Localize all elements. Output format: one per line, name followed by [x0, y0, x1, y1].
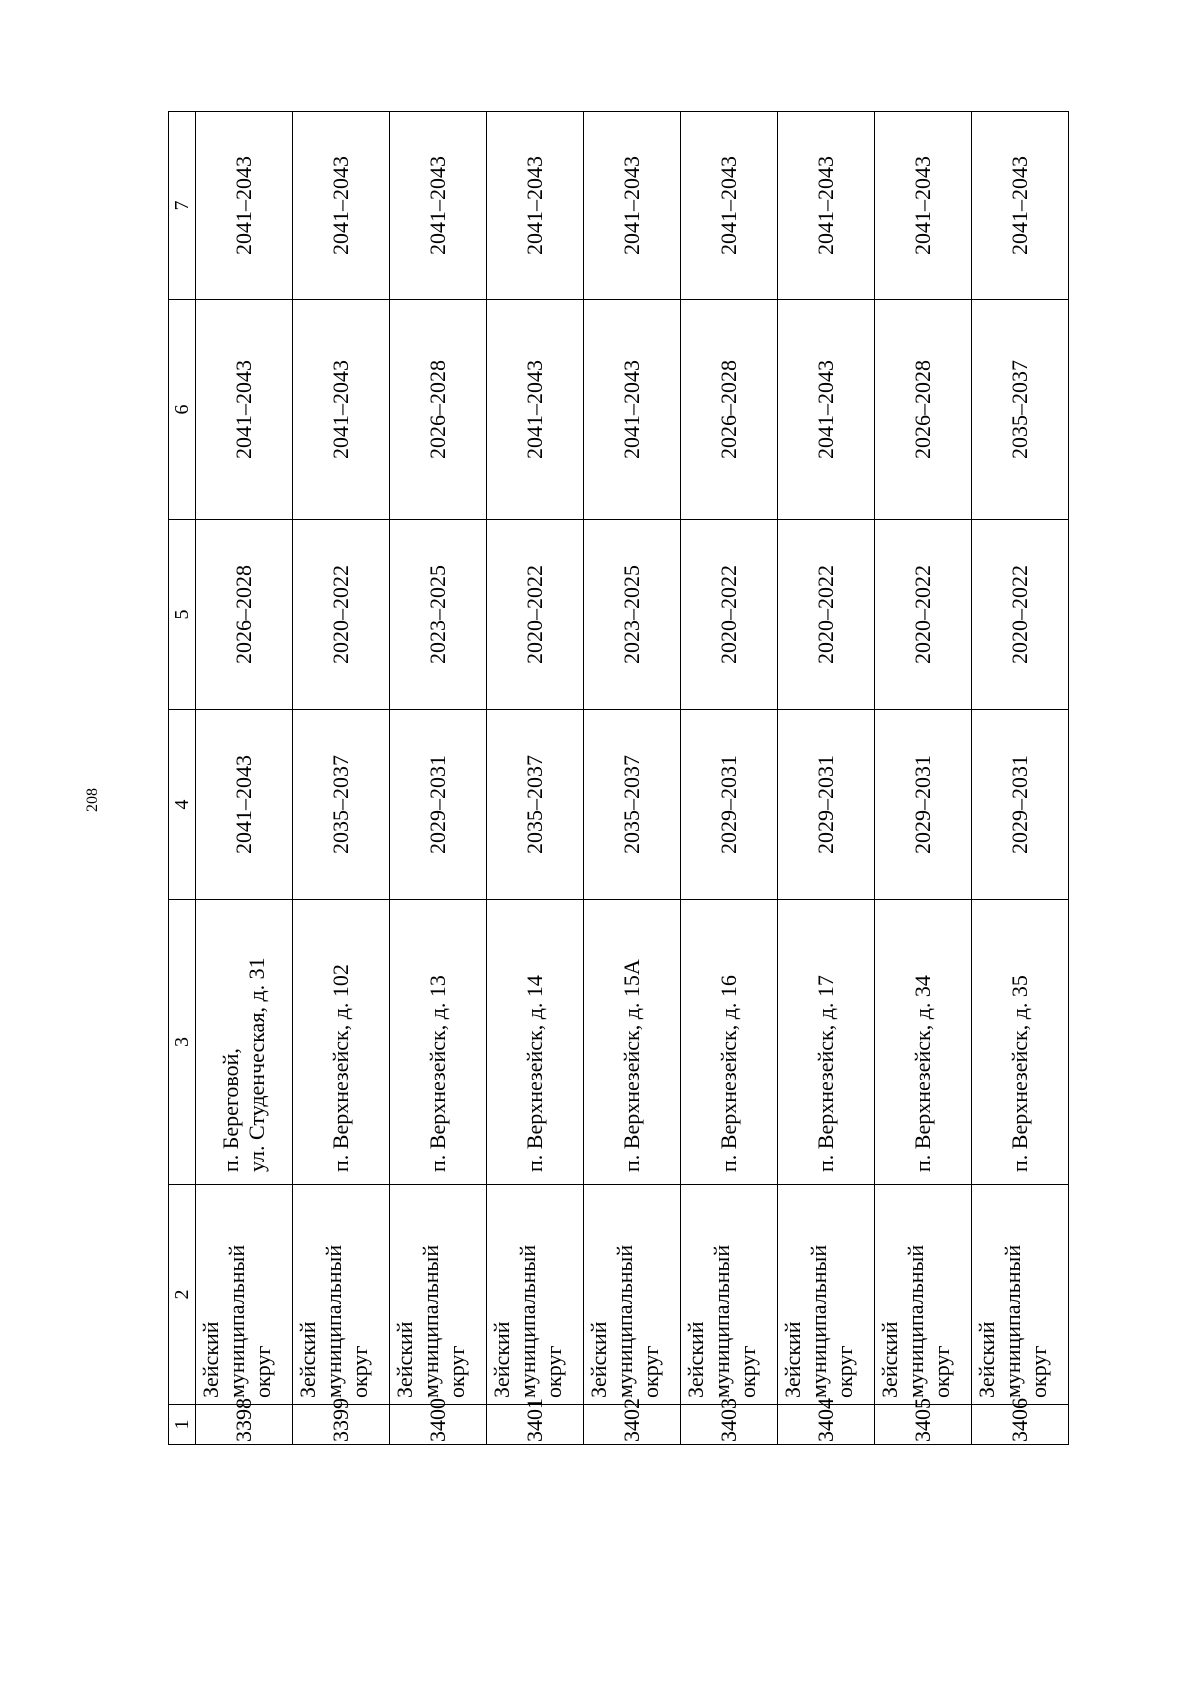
period-cell-7-text: 2041–2043: [522, 156, 547, 255]
period-cell-4-text: 2029–2031: [910, 755, 935, 854]
row-number-cell-text: 3400: [425, 1398, 450, 1442]
address-cell-text: п. Верхнезейск, д. 15А: [619, 959, 644, 1172]
address-cell: [196, 900, 293, 1185]
row-number-cell: [390, 1398, 487, 1445]
period-cell-4: [390, 710, 487, 900]
period-cell-7: [390, 112, 487, 300]
period-cell-7: [778, 112, 875, 300]
district-cell-text: муниципальный: [903, 1244, 928, 1398]
table-row: [778, 112, 875, 1445]
period-cell-5-text: 2023–2025: [619, 565, 644, 664]
period-cell-4: [293, 710, 390, 900]
period-cell-6: [584, 300, 681, 520]
period-cell-6: [390, 300, 487, 520]
period-cell-5: [487, 520, 584, 710]
row-number-cell-text: 3405: [910, 1398, 935, 1442]
period-cell-7: [293, 112, 390, 300]
row-number-cell-text: 3401: [522, 1398, 547, 1442]
period-cell-4-text: 2029–2031: [813, 755, 838, 854]
district-cell: [681, 1185, 778, 1405]
district-cell-text: Зейский: [198, 1321, 223, 1398]
period-cell-5-text: 2023–2025: [425, 565, 450, 664]
address-cell: [293, 900, 390, 1185]
address-cell: [487, 900, 584, 1185]
period-cell-7: [584, 112, 681, 300]
district-cell: [778, 1185, 875, 1405]
address-cell-text: п. Верхнезейск, д. 16: [716, 975, 741, 1172]
address-cell: [778, 900, 875, 1185]
district-cell-text: Зейский: [392, 1321, 417, 1398]
column-header: 7: [169, 112, 196, 300]
district-cell: [293, 1185, 390, 1405]
period-cell-5-text: 2020–2022: [328, 565, 353, 664]
row-number-cell: [681, 1398, 778, 1445]
period-cell-7-text: 2041–2043: [910, 156, 935, 255]
address-cell-text: ул. Студенческая, д. 31: [244, 957, 269, 1172]
district-cell-text: Зейский: [489, 1321, 514, 1398]
address-cell-text: п. Верхнезейск, д. 14: [522, 975, 547, 1172]
row-number-cell-text: 3399: [328, 1398, 353, 1442]
address-cell-text: п. Верхнезейск, д. 35: [1007, 975, 1032, 1172]
period-cell-4: [584, 710, 681, 900]
period-cell-7-text: 2041–2043: [328, 156, 353, 255]
row-number-cell: [972, 1398, 1069, 1445]
period-cell-5: [390, 520, 487, 710]
district-cell-text: округ: [1026, 1345, 1051, 1398]
district-cell-text: округ: [250, 1345, 275, 1398]
row-number-cell: [875, 1398, 972, 1445]
period-cell-5-text: 2020–2022: [910, 565, 935, 664]
period-cell-6: [778, 300, 875, 520]
period-cell-4-text: 2035–2037: [522, 755, 547, 854]
period-cell-5: [778, 520, 875, 710]
data-table: [168, 111, 1069, 1445]
page-number: 208: [84, 788, 101, 812]
table-row: [390, 112, 487, 1445]
district-cell-text: Зейский: [780, 1321, 805, 1398]
table-row: [487, 112, 584, 1445]
period-cell-5-text: 2020–2022: [813, 565, 838, 664]
address-cell: [875, 900, 972, 1185]
address-cell-text: п. Береговой,: [218, 1048, 243, 1172]
district-cell-text: муниципальный: [806, 1244, 831, 1398]
table-row: [875, 112, 972, 1445]
period-cell-6: [681, 300, 778, 520]
table-row: [293, 112, 390, 1445]
column-header: 2: [169, 1185, 196, 1405]
district-cell-text: округ: [929, 1345, 954, 1398]
district-cell-text: округ: [444, 1345, 469, 1398]
address-cell-text: п. Верхнезейск, д. 102: [328, 964, 353, 1172]
address-cell: [584, 900, 681, 1185]
district-cell: [972, 1185, 1069, 1405]
row-number-cell-text: 3402: [619, 1398, 644, 1442]
period-cell-7: [681, 112, 778, 300]
address-cell: [972, 900, 1069, 1185]
district-cell: [487, 1185, 584, 1405]
period-cell-6: [293, 300, 390, 520]
district-cell-text: округ: [735, 1345, 760, 1398]
period-cell-6-text: 2041–2043: [231, 360, 256, 459]
address-cell: [681, 900, 778, 1185]
district-cell: [875, 1185, 972, 1405]
period-cell-7: [487, 112, 584, 300]
column-header: 1: [169, 1405, 196, 1445]
period-cell-4: [972, 710, 1069, 900]
period-cell-5: [875, 520, 972, 710]
period-cell-4-text: 2035–2037: [328, 755, 353, 854]
period-cell-5-text: 2026–2028: [231, 565, 256, 664]
period-cell-6: [972, 300, 1069, 520]
district-cell-text: округ: [638, 1345, 663, 1398]
district-cell-text: Зейский: [877, 1321, 902, 1398]
period-cell-6: [196, 300, 293, 520]
period-cell-4: [778, 710, 875, 900]
row-number-cell: [196, 1398, 293, 1445]
row-number-cell-text: 3406: [1007, 1398, 1032, 1442]
table-row: [681, 112, 778, 1445]
period-cell-4-text: 2029–2031: [1007, 755, 1032, 854]
district-cell-text: муниципальный: [612, 1244, 637, 1398]
period-cell-5-text: 2020–2022: [716, 565, 741, 664]
period-cell-6-text: 2026–2028: [425, 360, 450, 459]
period-cell-4-text: 2029–2031: [425, 755, 450, 854]
column-header: 6: [169, 300, 196, 520]
period-cell-7: [972, 112, 1069, 300]
district-cell-text: Зейский: [295, 1321, 320, 1398]
address-cell-text: п. Верхнезейск, д. 13: [425, 975, 450, 1172]
period-cell-7: [196, 112, 293, 300]
district-cell-text: Зейский: [974, 1321, 999, 1398]
district-cell-text: муниципальный: [709, 1244, 734, 1398]
period-cell-7: [875, 112, 972, 300]
district-cell: [196, 1185, 293, 1405]
district-cell-text: муниципальный: [418, 1244, 443, 1398]
table-row: [972, 112, 1069, 1445]
period-cell-7-text: 2041–2043: [619, 156, 644, 255]
row-number-cell: [778, 1398, 875, 1445]
district-cell: [390, 1185, 487, 1405]
period-cell-5: [681, 520, 778, 710]
district-cell-text: Зейский: [586, 1321, 611, 1398]
period-cell-5: [584, 520, 681, 710]
period-cell-7-text: 2041–2043: [425, 156, 450, 255]
period-cell-5: [972, 520, 1069, 710]
period-cell-7-text: 2041–2043: [716, 156, 741, 255]
period-cell-6-text: 2035–2037: [1007, 360, 1032, 459]
period-cell-7-text: 2041–2043: [231, 156, 256, 255]
row-number-cell-text: 3404: [813, 1398, 838, 1442]
period-cell-7-text: 2041–2043: [1007, 156, 1032, 255]
table-row: [196, 112, 293, 1445]
table-header-row: [169, 112, 196, 1445]
row-number-cell: [293, 1398, 390, 1445]
period-cell-5-text: 2020–2022: [1007, 565, 1032, 664]
period-cell-4-text: 2041–2043: [231, 755, 256, 854]
period-cell-5: [293, 520, 390, 710]
row-number-cell-text: 3398: [231, 1398, 256, 1442]
period-cell-4-text: 2029–2031: [716, 755, 741, 854]
period-cell-7-text: 2041–2043: [813, 156, 838, 255]
column-header: 4: [169, 710, 196, 900]
period-cell-6-text: 2041–2043: [619, 360, 644, 459]
column-header: 5: [169, 520, 196, 710]
row-number-cell: [487, 1398, 584, 1445]
district-cell-text: округ: [347, 1345, 372, 1398]
period-cell-5: [196, 520, 293, 710]
period-cell-6-text: 2041–2043: [328, 360, 353, 459]
period-cell-4: [875, 710, 972, 900]
period-cell-6-text: 2041–2043: [813, 360, 838, 459]
period-cell-4: [681, 710, 778, 900]
district-cell: [584, 1185, 681, 1405]
district-cell-text: муниципальный: [321, 1244, 346, 1398]
period-cell-6-text: 2026–2028: [910, 360, 935, 459]
period-cell-4: [196, 710, 293, 900]
period-cell-4-text: 2035–2037: [619, 755, 644, 854]
address-cell-text: п. Верхнезейск, д. 17: [813, 975, 838, 1172]
period-cell-6-text: 2041–2043: [522, 360, 547, 459]
address-cell-text: п. Верхнезейск, д. 34: [910, 975, 935, 1172]
district-cell-text: округ: [541, 1345, 566, 1398]
table-row: [584, 112, 681, 1445]
period-cell-6-text: 2026–2028: [716, 360, 741, 459]
column-header: 3: [169, 900, 196, 1185]
period-cell-6: [487, 300, 584, 520]
period-cell-6: [875, 300, 972, 520]
district-cell-text: муниципальный: [1000, 1244, 1025, 1398]
period-cell-4: [487, 710, 584, 900]
row-number-cell: [584, 1398, 681, 1445]
row-number-cell-text: 3403: [716, 1398, 741, 1442]
district-cell-text: Зейский: [683, 1321, 708, 1398]
district-cell-text: округ: [832, 1345, 857, 1398]
address-cell: [390, 900, 487, 1185]
district-cell-text: муниципальный: [224, 1244, 249, 1398]
district-cell-text: муниципальный: [515, 1244, 540, 1398]
period-cell-5-text: 2020–2022: [522, 565, 547, 664]
